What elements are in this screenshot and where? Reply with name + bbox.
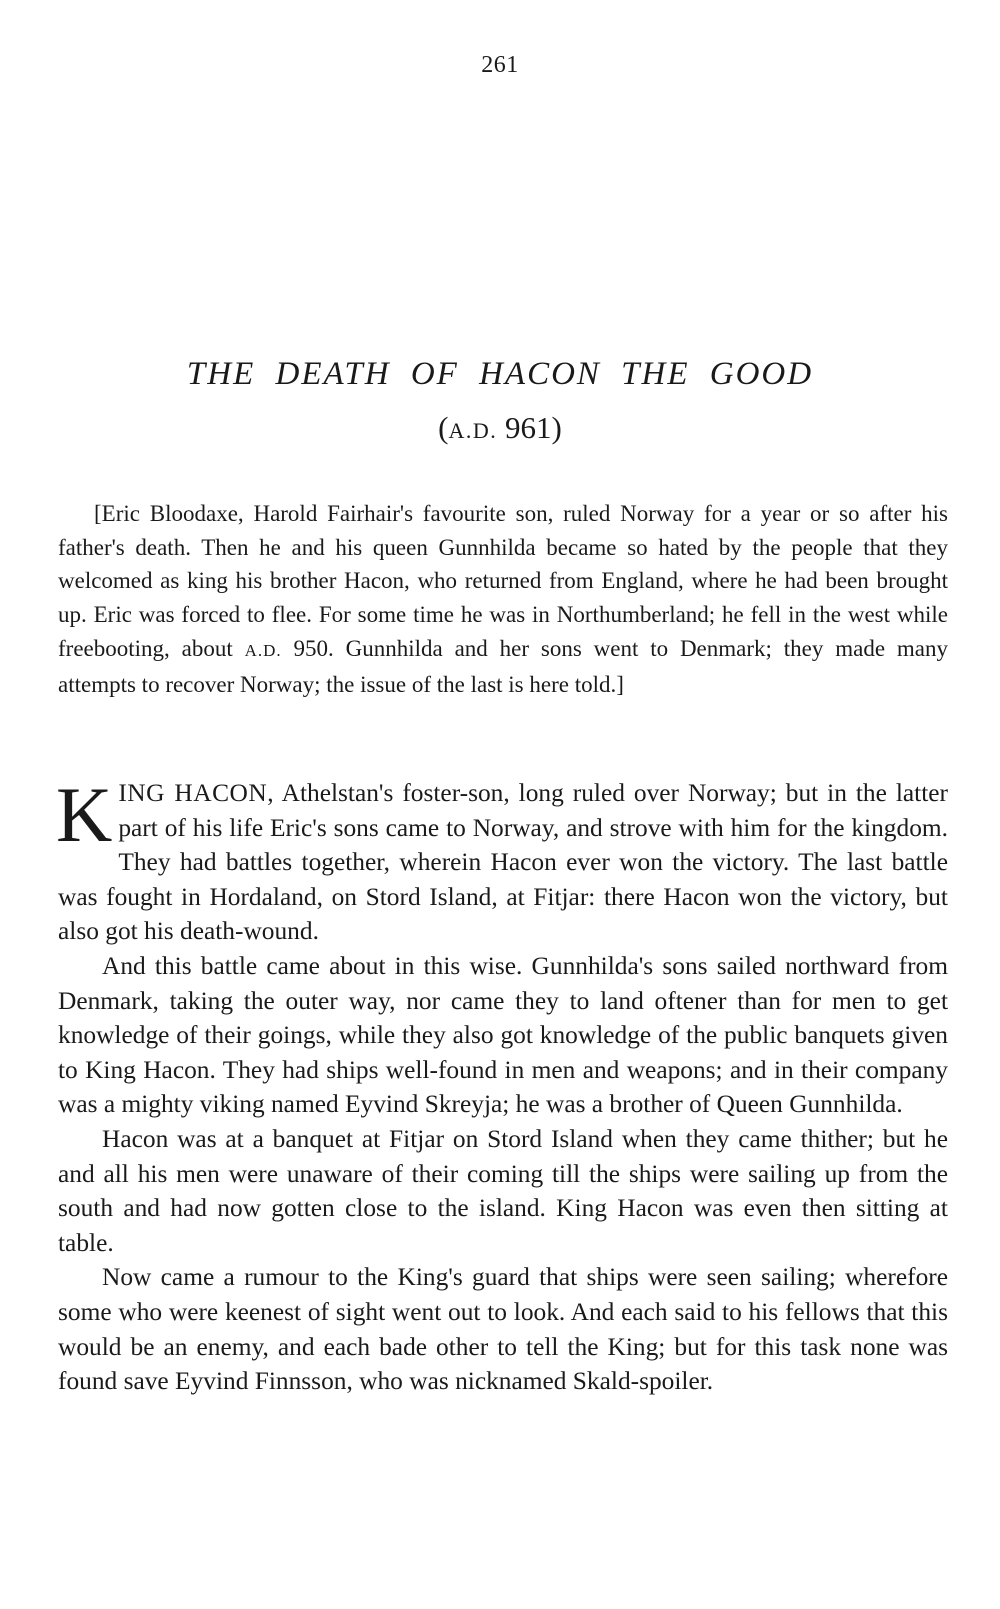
paragraph-4: Now came a rumour to the King's guard that ships were seen sailing; wherefore some who were keenest of sight went out to look. And each said to his fellows that this would be an enemy, and each bade other to tell the King; but for this task none was found save Eyvind Finnsson, who was nicknamed Skald-spoiler. [58,1263,948,1396]
intro-text-part2: 950. Gunnhilda and her sons went to Denmark; they made many attempts to recover Norway; the issue of the last is here told.] [58,635,948,697]
paragraph-2: And this battle came about in this wise. Gunnhilda's sons sailed northward from Denmark, taking the outer way, nor came they to land oftener than for men to get knowledge of their goings, while they also got knowledge of the public banquets given to King Hacon. They had ships well-found in men and weapons; and in their company was a mighty viking named Eyvind Skreyja; he was a brother of Queen Gunnhilda. [58,951,948,1119]
date-year: 961) [497,410,562,445]
paragraph-1-opening-caps: ING HACON, [118,779,275,807]
paragraph-1-text: Athelstan's foster-son, long ruled over Norway; but in the latter part of his life Eric's sons came to Norway, and strove with him for the kingdom. They had battles together, wherein Hacon ever won the victory. The last battle was fought in Hordaland, on Stord Island, at Fitjar: there Hacon won the victory, but also got his death-wound. [58,779,948,946]
paragraph-1 [56,771,948,949]
date-era: A.D. [448,418,498,443]
introductory-note [58,497,948,701]
drop-cap: K [56,771,113,858]
date-open-paren: ( [438,410,449,445]
page-number: 261 [481,52,519,78]
chapter-title: THE DEATH OF HACON THE GOOD [186,356,814,392]
paragraph-3: Hacon was at a banquet at Fitjar on Stord Island when they came thither; but he and all his men were unaware of their coming till the ships were sailing up from the south and had now gotten close to the island. King Hacon was even then sitting at table. [58,1124,948,1257]
chapter-body [56,771,948,1399]
intro-era: A.D. [244,640,282,660]
chapter-date [0,410,1000,446]
intro-text-part1: [Eric Bloodaxe, Harold Fairhair's favourite son, ruled Norway for a year or so after his father's death. Then he and his queen Gunnhilda became so hated by the people that they welcomed as king his brother Hacon, who returned from England, where he had been brought up. Eric was forced to flee. For some time he was in Northumberland; he fell in the west while freebooting, about [58,501,948,661]
